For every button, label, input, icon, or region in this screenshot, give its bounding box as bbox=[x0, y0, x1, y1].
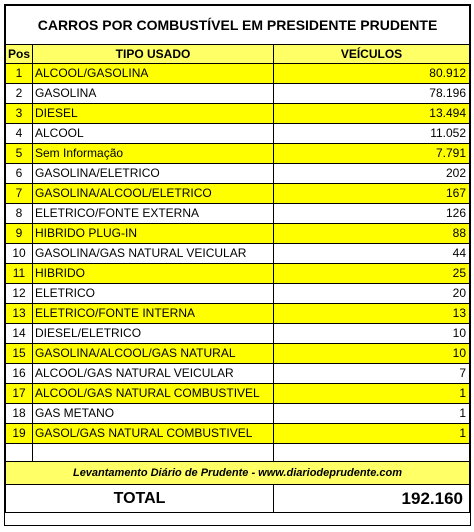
row-tipo: GASOL/GAS NATURAL COMBUSTIVEL bbox=[33, 424, 274, 444]
row-veiculos: 1 bbox=[274, 424, 470, 444]
row-pos: 9 bbox=[6, 224, 33, 244]
table-row bbox=[6, 324, 470, 344]
row-veiculos: 7.791 bbox=[274, 144, 470, 164]
blank-cell bbox=[33, 444, 274, 462]
row-tipo: GASOLINA/ELETRICO bbox=[33, 164, 274, 184]
row-tipo: ALCOOL/GAS NATURAL COMBUSTIVEL bbox=[33, 384, 274, 404]
row-pos: 3 bbox=[6, 104, 33, 124]
title-row bbox=[6, 6, 470, 45]
blank-cell bbox=[274, 444, 470, 462]
table-row bbox=[6, 284, 470, 304]
row-tipo: GASOLINA bbox=[33, 84, 274, 104]
table-row bbox=[6, 424, 470, 444]
row-veiculos: 10 bbox=[274, 324, 470, 344]
row-veiculos: 1 bbox=[274, 404, 470, 424]
row-pos: 8 bbox=[6, 204, 33, 224]
table-row bbox=[6, 264, 470, 284]
row-pos: 4 bbox=[6, 124, 33, 144]
row-pos: 13 bbox=[6, 304, 33, 324]
table-row bbox=[6, 104, 470, 124]
row-pos: 14 bbox=[6, 324, 33, 344]
row-veiculos: 88 bbox=[274, 224, 470, 244]
table-row bbox=[6, 84, 470, 104]
table-row bbox=[6, 404, 470, 424]
row-tipo: ELETRICO bbox=[33, 284, 274, 304]
row-tipo: ALCOOL/GAS NATURAL VEICULAR bbox=[33, 364, 274, 384]
row-pos: 19 bbox=[6, 424, 33, 444]
table-row bbox=[6, 304, 470, 324]
row-veiculos: 11.052 bbox=[274, 124, 470, 144]
row-pos: 2 bbox=[6, 84, 33, 104]
row-veiculos: 1 bbox=[274, 384, 470, 404]
table-row bbox=[6, 204, 470, 224]
row-veiculos: 13.494 bbox=[274, 104, 470, 124]
row-veiculos: 126 bbox=[274, 204, 470, 224]
row-pos: 11 bbox=[6, 264, 33, 284]
table-row bbox=[6, 364, 470, 384]
source-note: Levantamento Diário de Prudente - www.diariodeprudente.com bbox=[6, 462, 470, 485]
total-value: 192.160 bbox=[274, 485, 470, 513]
row-tipo: GASOLINA/ALCOOL/ELETRICO bbox=[33, 184, 274, 204]
row-veiculos: 25 bbox=[274, 264, 470, 284]
table-row bbox=[6, 224, 470, 244]
total-label: TOTAL bbox=[6, 485, 274, 513]
row-tipo: Sem Informação bbox=[33, 144, 274, 164]
table-row bbox=[6, 64, 470, 84]
row-tipo: ALCOOL bbox=[33, 124, 274, 144]
fuel-table-sheet bbox=[4, 4, 471, 526]
row-tipo: ELETRICO/FONTE EXTERNA bbox=[33, 204, 274, 224]
row-tipo: HIBRIDO PLUG-IN bbox=[33, 224, 274, 244]
row-pos: 7 bbox=[6, 184, 33, 204]
row-veiculos: 44 bbox=[274, 244, 470, 264]
row-tipo: GASOLINA/GAS NATURAL VEICULAR bbox=[33, 244, 274, 264]
row-veiculos: 7 bbox=[274, 364, 470, 384]
row-tipo: GAS METANO bbox=[33, 404, 274, 424]
row-tipo: DIESEL/ELETRICO bbox=[33, 324, 274, 344]
row-pos: 6 bbox=[6, 164, 33, 184]
row-tipo: ELETRICO/FONTE INTERNA bbox=[33, 304, 274, 324]
row-veiculos: 80.912 bbox=[274, 64, 470, 84]
row-tipo: ALCOOL/GASOLINA bbox=[33, 64, 274, 84]
table-title: CARROS POR COMBUSTÍVEL EM PRESIDENTE PRUDENTE bbox=[6, 6, 470, 45]
blank-row bbox=[6, 444, 470, 462]
row-veiculos: 202 bbox=[274, 164, 470, 184]
header-veiculos: VEÍCULOS bbox=[274, 45, 470, 64]
footer-row bbox=[6, 462, 470, 485]
table-row bbox=[6, 344, 470, 364]
table-row bbox=[6, 384, 470, 404]
row-pos: 17 bbox=[6, 384, 33, 404]
table-row bbox=[6, 144, 470, 164]
blank-cell bbox=[6, 444, 33, 462]
row-veiculos: 167 bbox=[274, 184, 470, 204]
header-tipo: TIPO USADO bbox=[33, 45, 274, 64]
table-row bbox=[6, 244, 470, 264]
row-veiculos: 13 bbox=[274, 304, 470, 324]
table-row bbox=[6, 184, 470, 204]
fuel-table bbox=[5, 5, 470, 513]
row-pos: 18 bbox=[6, 404, 33, 424]
row-pos: 10 bbox=[6, 244, 33, 264]
header-row bbox=[6, 45, 470, 64]
table-row bbox=[6, 164, 470, 184]
row-veiculos: 10 bbox=[274, 344, 470, 364]
total-row bbox=[6, 485, 470, 513]
row-pos: 15 bbox=[6, 344, 33, 364]
row-tipo: HIBRIDO bbox=[33, 264, 274, 284]
table-row bbox=[6, 124, 470, 144]
row-tipo: GASOLINA/ALCOOL/GAS NATURAL bbox=[33, 344, 274, 364]
row-veiculos: 78.196 bbox=[274, 84, 470, 104]
row-pos: 1 bbox=[6, 64, 33, 84]
row-pos: 5 bbox=[6, 144, 33, 164]
row-veiculos: 20 bbox=[274, 284, 470, 304]
header-pos: Pos bbox=[6, 45, 33, 64]
row-pos: 16 bbox=[6, 364, 33, 384]
row-tipo: DIESEL bbox=[33, 104, 274, 124]
row-pos: 12 bbox=[6, 284, 33, 304]
